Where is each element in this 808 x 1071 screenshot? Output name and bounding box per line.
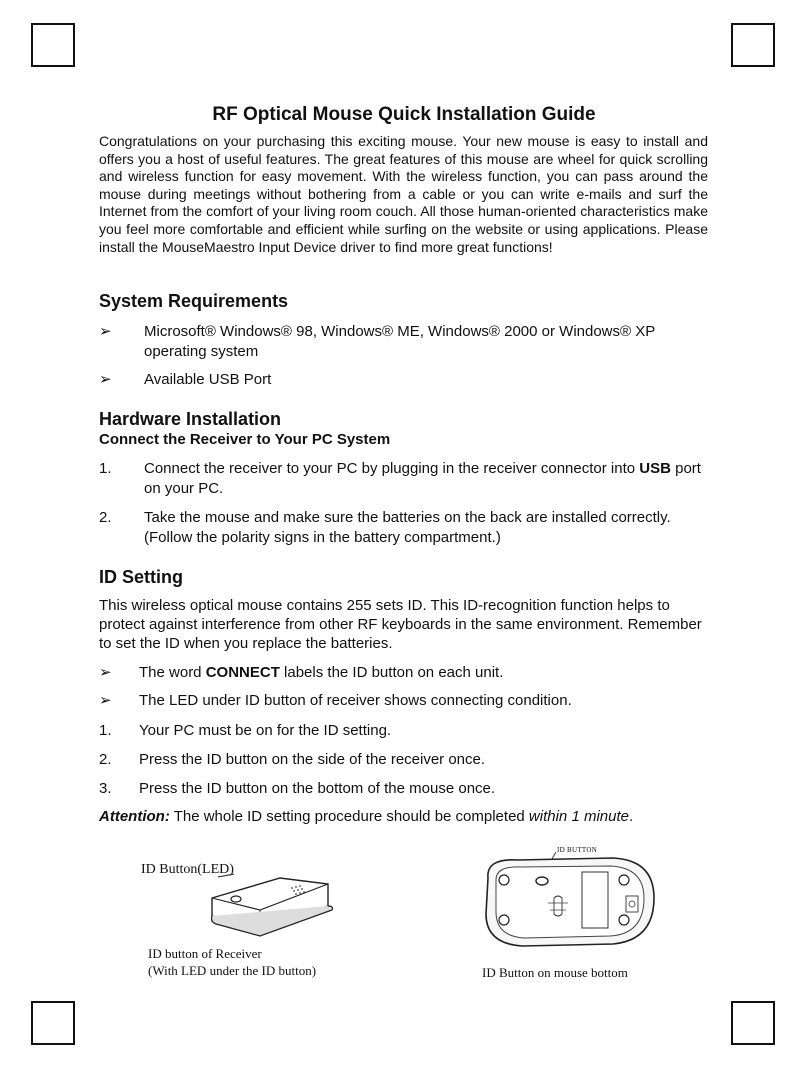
crop-mark-top-left [31,23,75,67]
hardware-installation-heading: Hardware Installation [99,409,282,429]
requirement-text: Available USB Port [144,371,272,388]
hardware-step [99,459,711,499]
id-setting-description: This wireless optical mouse contains 255 sets ID. This ID-recognition function helps to protect against interference from other RF keyboards in the same environment. Remember to set the ID when you replace the batteries. [99,597,702,652]
crop-mark-bottom-left [31,1001,75,1045]
receiver-id-button-label: ID Button(LED) [141,862,234,877]
id-step [99,779,711,799]
id-bullet-item [99,691,711,711]
bullet-arrow-icon: ➢ [99,692,112,709]
requirement-item [99,322,711,362]
requirement-item [99,370,711,390]
step-text: Press the ID button on the bottom of the mouse once. [139,780,496,797]
id-bullet-text: The word CONNECT labels the ID button on each unit. [139,664,504,681]
id-bullet-text: The LED under ID button of receiver shows connecting condition. [139,692,572,709]
mouse-id-button-label: ID BUTTON [557,846,598,854]
intro-paragraph: Congratulations on your purchasing this exciting mouse. Your new mouse is easy to install and offers you a host of useful features. The great features of this mouse are wheel for quick scrolling and wireless function for easy movement. With the wireless function, you can pass around the mouse during meetings without bothering from a cable or you can write e-mails and surf the Internet from the comfort of your living room couch. All those human-oriented characteristics make you feel more comfortable and efficient while surfing on the website or using applications. Please install the MouseMaestro Input Device driver to find more great functions! [99,133,708,255]
bullet-arrow-icon: ➢ [99,371,112,388]
step-number: 2. [99,751,112,768]
bullet-arrow-icon: ➢ [99,664,112,681]
crop-mark-top-right [731,23,775,67]
step-number: 2. [99,509,112,526]
step-number: 1. [99,722,112,739]
bullet-arrow-icon: ➢ [99,323,112,340]
id-step [99,750,711,770]
system-requirements-heading: System Requirements [99,291,289,311]
requirement-text: Microsoft® Windows® 98, Windows® ME, Windows® 2000 or Windows® XP operating system [144,323,655,360]
document-title: RF Optical Mouse Quick Installation Guide [212,104,596,125]
step-number: 1. [99,460,112,477]
hardware-subheading: Connect the Receiver to Your PC System [99,431,391,448]
mouse-caption: ID Button on mouse bottom [482,965,628,980]
crop-mark-bottom-right [731,1001,775,1045]
step-text: Connect the receiver to your PC by plugging in the receiver connector into USB port on your PC. [144,460,701,497]
step-number: 3. [99,780,112,797]
hardware-step [99,508,711,548]
step-text: Press the ID button on the side of the receiver once. [139,751,486,768]
id-setting-heading: ID Setting [99,567,183,587]
attention-note: Attention: The whole ID setting procedure should be completed within 1 minute. [99,808,634,825]
id-step [99,721,711,741]
mouse-bottom-illustration [478,848,658,953]
receiver-illustration [200,860,350,940]
receiver-caption: ID button of Receiver (With LED under the ID button) [148,946,317,978]
step-text: Take the mouse and make sure the batteries on the back are installed correctly. (Follow the polarity signs in the battery compartment.) [144,509,671,546]
id-bullet-item [99,663,711,683]
step-text: Your PC must be on for the ID setting. [139,722,392,739]
